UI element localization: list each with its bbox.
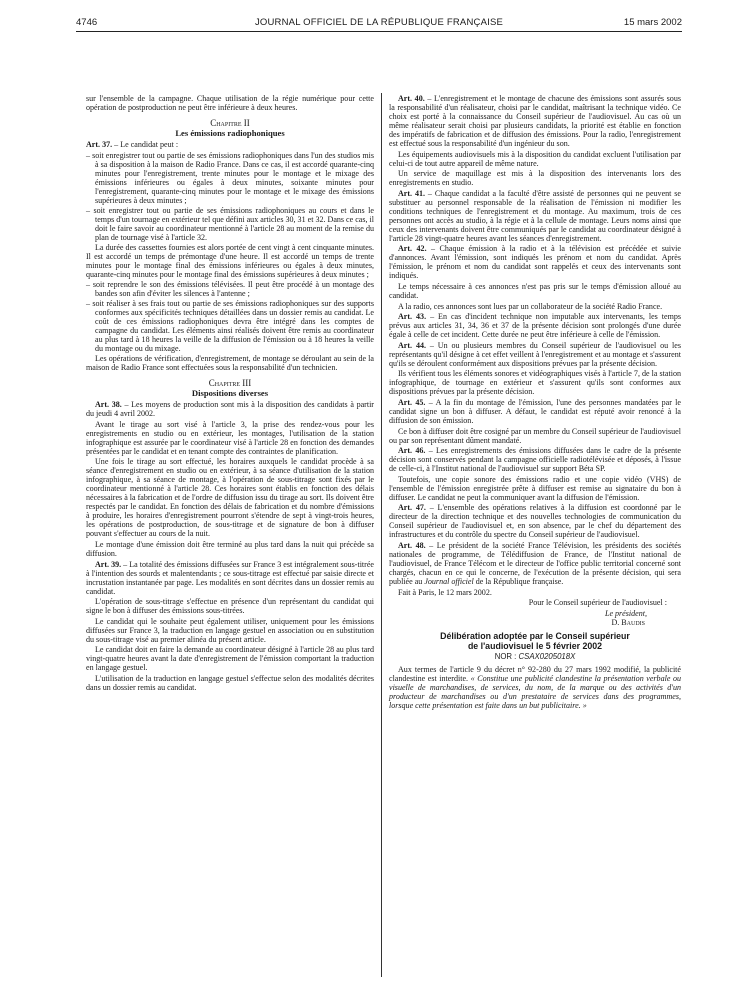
article-44-paragraph: Ils vérifient tous les éléments sonores et vidéographiques visés à l'article 7, de la station infographique, de tournage en extérieur et s'assurent qu'ils sont conformes aux dispositions prévues par la présente décision. — [389, 369, 681, 397]
article-37-list-2 — [86, 280, 374, 353]
article-40-label: Art. 40. — [398, 94, 425, 103]
article-39-paragraph: L'opération de sous-titrage s'effectue en présence d'un représentant du candidat qui signe le bon à diffuser des émissions sous-titrées. — [86, 597, 374, 616]
nor-reference: NOR : CSAX0205018X — [494, 651, 576, 661]
journal-title: JOURNAL OFFICIEL DE LA RÉPUBLIQUE FRANÇAISE — [254, 17, 504, 28]
article-37-paragraph: La durée des cassettes fournies est alors portée de cent vingt à cent cinquante minutes. Il est accordé un temps de prémontage d'une heure. Il est accordé un temps de trente minutes pour le montage final des émissions inférieures ou égales à deux minutes, quarante-cinq minutes pour le montage final des émissions supérieures à deux minutes ; — [86, 242, 374, 279]
article-39: Art. 39. – La totalité des émissions diffusées sur France 3 est intégralement sous-titrée à l'intention des sourds et malentendants ; ce sous-titrage est effectué par saisie directe et incrustation instantanée par page. Les modalités en sont décrites dans un dossier remis au candidat. — [86, 559, 374, 596]
signature-place-date: Fait à Paris, le 12 mars 2002. — [398, 587, 492, 597]
article-41-label: Art. 41. — [398, 188, 426, 198]
chapter-3-title: Chapitre III — [208, 378, 252, 389]
article-37-paragraph: Les opérations de vérification, d'enregistrement, de montage se déroulant au sein de la maison de Radio France sont effectuées sous la responsabilité d'un technicien. — [86, 354, 374, 373]
nor-code: CSAX0205018X — [518, 651, 576, 661]
article-38-paragraph: Une fois le tirage au sort effectué, les horaires auxquels le candidat procède à sa séance d'enregistrement en studio ou en extérieur, à sa séance d'utilisation de la station infographique, à sa séance de montage, à l'opération de sous-titrage sont fixés par le coordinateur mentionné à l'article 28. Ces horaires sont établis en fonction des délais nécessaires à la fabrication et de l'ordre de diffusion issu du tirage au sort. Ils doivent être respectés par le candidat. En fonction des délais de fabrication et du nombre d'émissions à produire, les horaires d'enregistrement pourront s'étendre de sept à vingt-trois heures, les opérations de postproduction, de sous-titrage et de signature de bon à diffuser pouvant s'effectuer au cours de la nuit. — [86, 457, 374, 539]
article-42: Art. 42. – Chaque émission à la radio et à la télévision est précédée et suivie d'annonces. Avant l'émission, sont indiqués les prénom et nom du candidat. Après l'émission, le prénom et nom du candidat sont rappelés et ceux des intervenants sont indiqués. — [389, 244, 681, 281]
article-45-paragraph: Ce bon à diffuser doit être cosigné par un membre du Conseil supérieur de l'audiovisuel ou par son représentant dûment mandaté. — [389, 426, 681, 445]
article-38-paragraph: Avant le tirage au sort visé à l'article 3, la prise des rendez-vous pour les enregistrements en studio ou en extérieur, les montages, l'utilisation de la station infographique est assurée par le coordinateur visé à l'article 28 en fonction des demandes présentées par le candidat et en tenant compte des contraintes de planification. — [86, 419, 374, 456]
deliberation-paragraph: Aux termes de l'article 9 du décret n° 92-280 du 27 mars 1992 modifié, la publicité clandestine est interdite. « Constitue une publicité clandestine la présentation verbale ou visuelle de marchandises, de services, du nom, de la marque ou des activités d'un producteur de marchandises ou d'un prestataire de services dans des programmes, lorsque cette présentation est faite dans un but publicitaire. » — [389, 664, 681, 710]
article-42-label: Art. 42. — [398, 244, 427, 254]
list-item: – soit reprendre le son des émissions télévisées. Il peut être procédé à un montage des bandes son afin d'éviter les silences à l'antenne ; — [86, 280, 374, 298]
article-46-paragraph: Toutefois, une copie sonore des émissions radio et une copie vidéo (VHS) de l'ensemble de l'émission enregistrée prête à diffuser est remise au signataire du bon à diffuser. Le candidat ne peut la communiquer avant la diffusion de l'émission. — [389, 474, 681, 502]
article-37-list — [86, 151, 374, 242]
signatory-role: Le président, — [604, 608, 647, 618]
signatory-name: D. Baudis — [611, 617, 645, 627]
page-number: 4746 — [76, 17, 98, 28]
chapter-2-subtitle: Les émissions radiophoniques — [175, 128, 285, 138]
list-item: – soit enregistrer tout ou partie de ses émissions radiophoniques dans l'un des studios mis à sa disposition à la maison de Radio France. Dans ce cas, il est accordé quarante-cinq minutes pour l'enregistrement, trente minutes pour le montage et le mixage des émissions inférieures ou égales à deux minutes, soixante minutes pour l'enregistrement, quarante-cinq minutes pour le montage et le mixage des émissions supérieures à deux minutes ; — [86, 151, 374, 205]
journal-officiel-ref: Journal officiel — [424, 576, 474, 586]
left-column — [86, 94, 374, 694]
article-47-label: Art. 47. — [398, 503, 426, 513]
article-40-paragraph: Les équipements audiovisuels mis à la disposition du candidat excluent l'utilisation par celui-ci de tout autre appareil de même nature. — [389, 149, 681, 168]
article-41: Art. 41. – Chaque candidat a la faculté d'être assisté de personnes qui ne peuvent se substituer au personnel responsable de la réalisation de l'émission ni modifier les conditions techniques de l'enregistrement et du montage. Au maximum, trois de ces personnes ont accès au studio, à la régie et à la cellule de montage. Leurs noms ainsi que ceux des intervenants doivent être communiqués par le candidat au coordinateur désigné à l'article 28 vingt-quatre heures avant les séances d'enregistrement. — [389, 188, 681, 243]
article-39-paragraph: Le candidat doit en faire la demande au coordinateur désigné à l'article 28 au plus tard vingt-quatre heures avant la date d'enregistrement de l'émission comportant la traduction en langage gestuel. — [86, 645, 374, 673]
article-48-label: Art. 48. — [398, 540, 426, 550]
article-45: Art. 45. – A la fin du montage de l'émission, l'une des personnes mandatées par le candidat signe un bon à diffuser. A défaut, le candidat est réputé avoir renoncé à la diffusion de son émission. — [389, 397, 681, 425]
article-37-label: Art. 37. — [86, 140, 113, 149]
article-44: Art. 44. – Un ou plusieurs membres du Conseil supérieur de l'audiovisuel ou les représentants qu'il désigne à cet effet veillent à l'enregistrement et au montage et s'assurent qu'ils se déroulent conformément aux dispositions prévues par la présente décision. — [389, 340, 681, 368]
article-43: Art. 43. – En cas d'incident technique non imputable aux intervenants, les temps prévus aux articles 31, 34, 36 et 37 de la présente décision sont prolongés d'une durée égale à celle de cet incident. Cette durée ne peut être inférieure à celle de l'émission. — [389, 312, 681, 340]
article-44-label: Art. 44. — [398, 340, 427, 350]
article-39-paragraph: Le candidat qui le souhaite peut également utiliser, uniquement pour les émissions diffusées sur France 3, la traduction en langage gestuel en association ou en substitution du sous-titrage visé au premier alinéa du présent article. — [86, 616, 374, 644]
article-39-label: Art. 39. — [95, 559, 122, 569]
article-38: Art. 38. – Les moyens de production sont mis à la disposition des candidats à partir du jeudi 4 avril 2002. — [86, 400, 374, 419]
article-39-paragraph: L'utilisation de la traduction en langage gestuel s'effectue selon des modalités décrites dans un dossier remis au candidat. — [86, 673, 374, 692]
chapter-3-subtitle: Dispositions diverses — [191, 388, 269, 399]
article-47: Art. 47. – L'ensemble des opérations relatives à la diffusion est coordonné par le directeur de la direction technique et des nouvelles technologies de communication du Conseil supérieur de l'audiovisuel et, en son absence, par le chef du département des infrastructures et du contrôle du spectre du Conseil supérieur de l'audiovisuel. — [389, 503, 681, 540]
list-item: – soit réaliser à ses frais tout ou partie de ses émissions radiophoniques sur des supports conformes aux spécificités techniques détaillées dans un dossier remis au candidat. Le coût de ces émissions radiophoniques devra être intégré dans les comptes de campagne du candidat. Les éléments ainsi réalisés doivent être remis au coordinateur au plus tard à 18 heures la veille de la diffusion de l'émission ou à 18 heures la veille du montage ou du mixage. — [86, 299, 374, 353]
signature-authority: Pour le Conseil supérieur de l'audiovisuel : — [528, 598, 667, 608]
article-46: Art. 46. – Les enregistrements des émissions diffusées dans le cadre de la présente décision sont conservés pendant la campagne officielle radiotélévisée et déposés, à l'issue de celle-ci, à l'Institut national de l'audiovisuel sur support Béta SP. — [389, 446, 681, 474]
article-40-paragraph: Un service de maquillage est mis à la disposition des intervenants lors des enregistrements en studio. — [389, 169, 681, 188]
list-item: – soit enregistrer tout ou partie de ses émissions radiophoniques au cours et dans le temps d'un tournage en extérieur tel que défini aux articles 30, 31 et 32. Dans ce cas, il doit le faire savoir au coordinateur mentionné à l'article 28 au moment de la remise du plan de tournage visé à l'article 32. — [86, 206, 374, 242]
column-divider — [381, 93, 382, 977]
article-48: Art. 48. – Le président de la société France Télévision, les présidents des sociétés nationales de programme, de Télédiffusion de France, de l'Institut national de l'audiovisuel, de France Télécom et le directeur de l'office public territorial concerné sont chargés, chacun en ce qui le concerne, de l'exécution de la présente décision, qui sera publiée au Journal officiel de la République française. — [389, 540, 681, 586]
chapter-2-title: Chapitre II — [210, 118, 250, 128]
article-37: Art. 37. – Le candidat peut : — [86, 140, 179, 149]
article-40: Art. 40. – L'enregistrement et le montage de chacune des émissions sont assurés sous la responsabilité d'un réalisateur, choisi par le candidat, maîtrisant la technique vidéo. Ce choix est porté à la connaissance du Conseil supérieur de l'audiovisuel. Au cas où un même réalisateur serait choisi par plusieurs candidats, la priorité est établie en fonction des impératifs de fabrication et de diffusion des émissions. Pour la radio, l'enregistrement est effectué sous la responsabilité d'un ingénieur du son. — [389, 94, 681, 148]
article-38-paragraph: Le montage d'une émission doit être terminé au plus tard dans la nuit qui précède sa diffusion. — [86, 539, 374, 558]
article-46-label: Art. 46. — [398, 446, 426, 456]
article-43-label: Art. 43. — [398, 312, 427, 322]
article-42-paragraph: A la radio, ces annonces sont lues par un collaborateur de la société Radio France. — [398, 301, 663, 311]
article-38-label: Art. 38. — [95, 400, 122, 410]
article-42-paragraph: Le temps nécessaire à ces annonces n'est pas pris sur le temps d'émission alloué au candidat. — [389, 281, 681, 300]
issue-date: 15 mars 2002 — [623, 17, 682, 28]
page-header — [76, 15, 682, 32]
deliberation-title: Délibération adoptée par le Conseil supérieur de l'audiovisuel le 5 février 2002 — [440, 630, 630, 651]
article-45-label: Art. 45. — [398, 397, 426, 407]
intro-paragraph: sur l'ensemble de la campagne. Chaque utilisation de la régie numérique pour cette opération de postproduction ne peut être inférieure à deux heures. — [86, 94, 374, 112]
right-column — [389, 94, 681, 711]
quoted-definition: « Constitue une publicité clandestine la présentation verbale ou visuelle de marchandises, de services, du nom, de la marque ou des activités d'un producteur de marchandises ou d'un prestataire de services dans des programmes, lorsque cette présentation est faite dans un but publicitaire. » — [389, 673, 681, 710]
